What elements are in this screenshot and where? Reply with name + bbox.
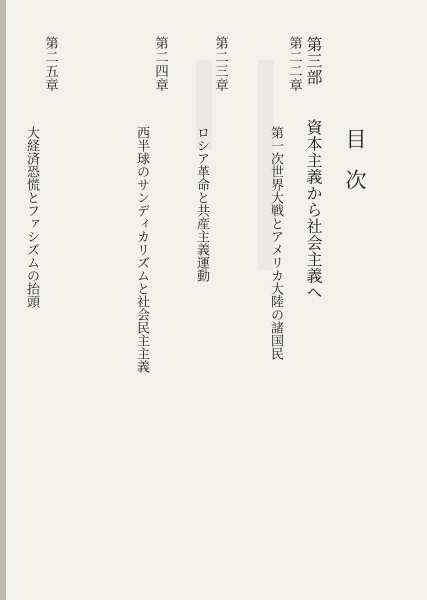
chapter-23-title: ロシア革命と共産主義運動: [194, 126, 209, 282]
toc-title: 目次: [343, 128, 367, 210]
chapter-25-number: 第二五章: [42, 36, 58, 92]
part-title: 資本主義から社会主義へ: [304, 119, 323, 301]
chapter-22-title: 第一次世界大戦とアメリカ大陸の諸国民: [268, 126, 283, 360]
chapter-22-number: 第二二章: [286, 36, 302, 92]
chapter-25-title: 大経済恐慌とファシズムの抬頭: [24, 126, 39, 308]
page-edge: [0, 0, 6, 600]
chapter-24-number: 第二四章: [152, 36, 168, 92]
part-label: 第三部: [304, 36, 323, 86]
chapter-23-number: 第二三章: [212, 36, 228, 92]
chapter-24-title: 西半球のサンディカリズムと社会民主主義: [134, 126, 149, 373]
part-heading: [302, 36, 325, 301]
